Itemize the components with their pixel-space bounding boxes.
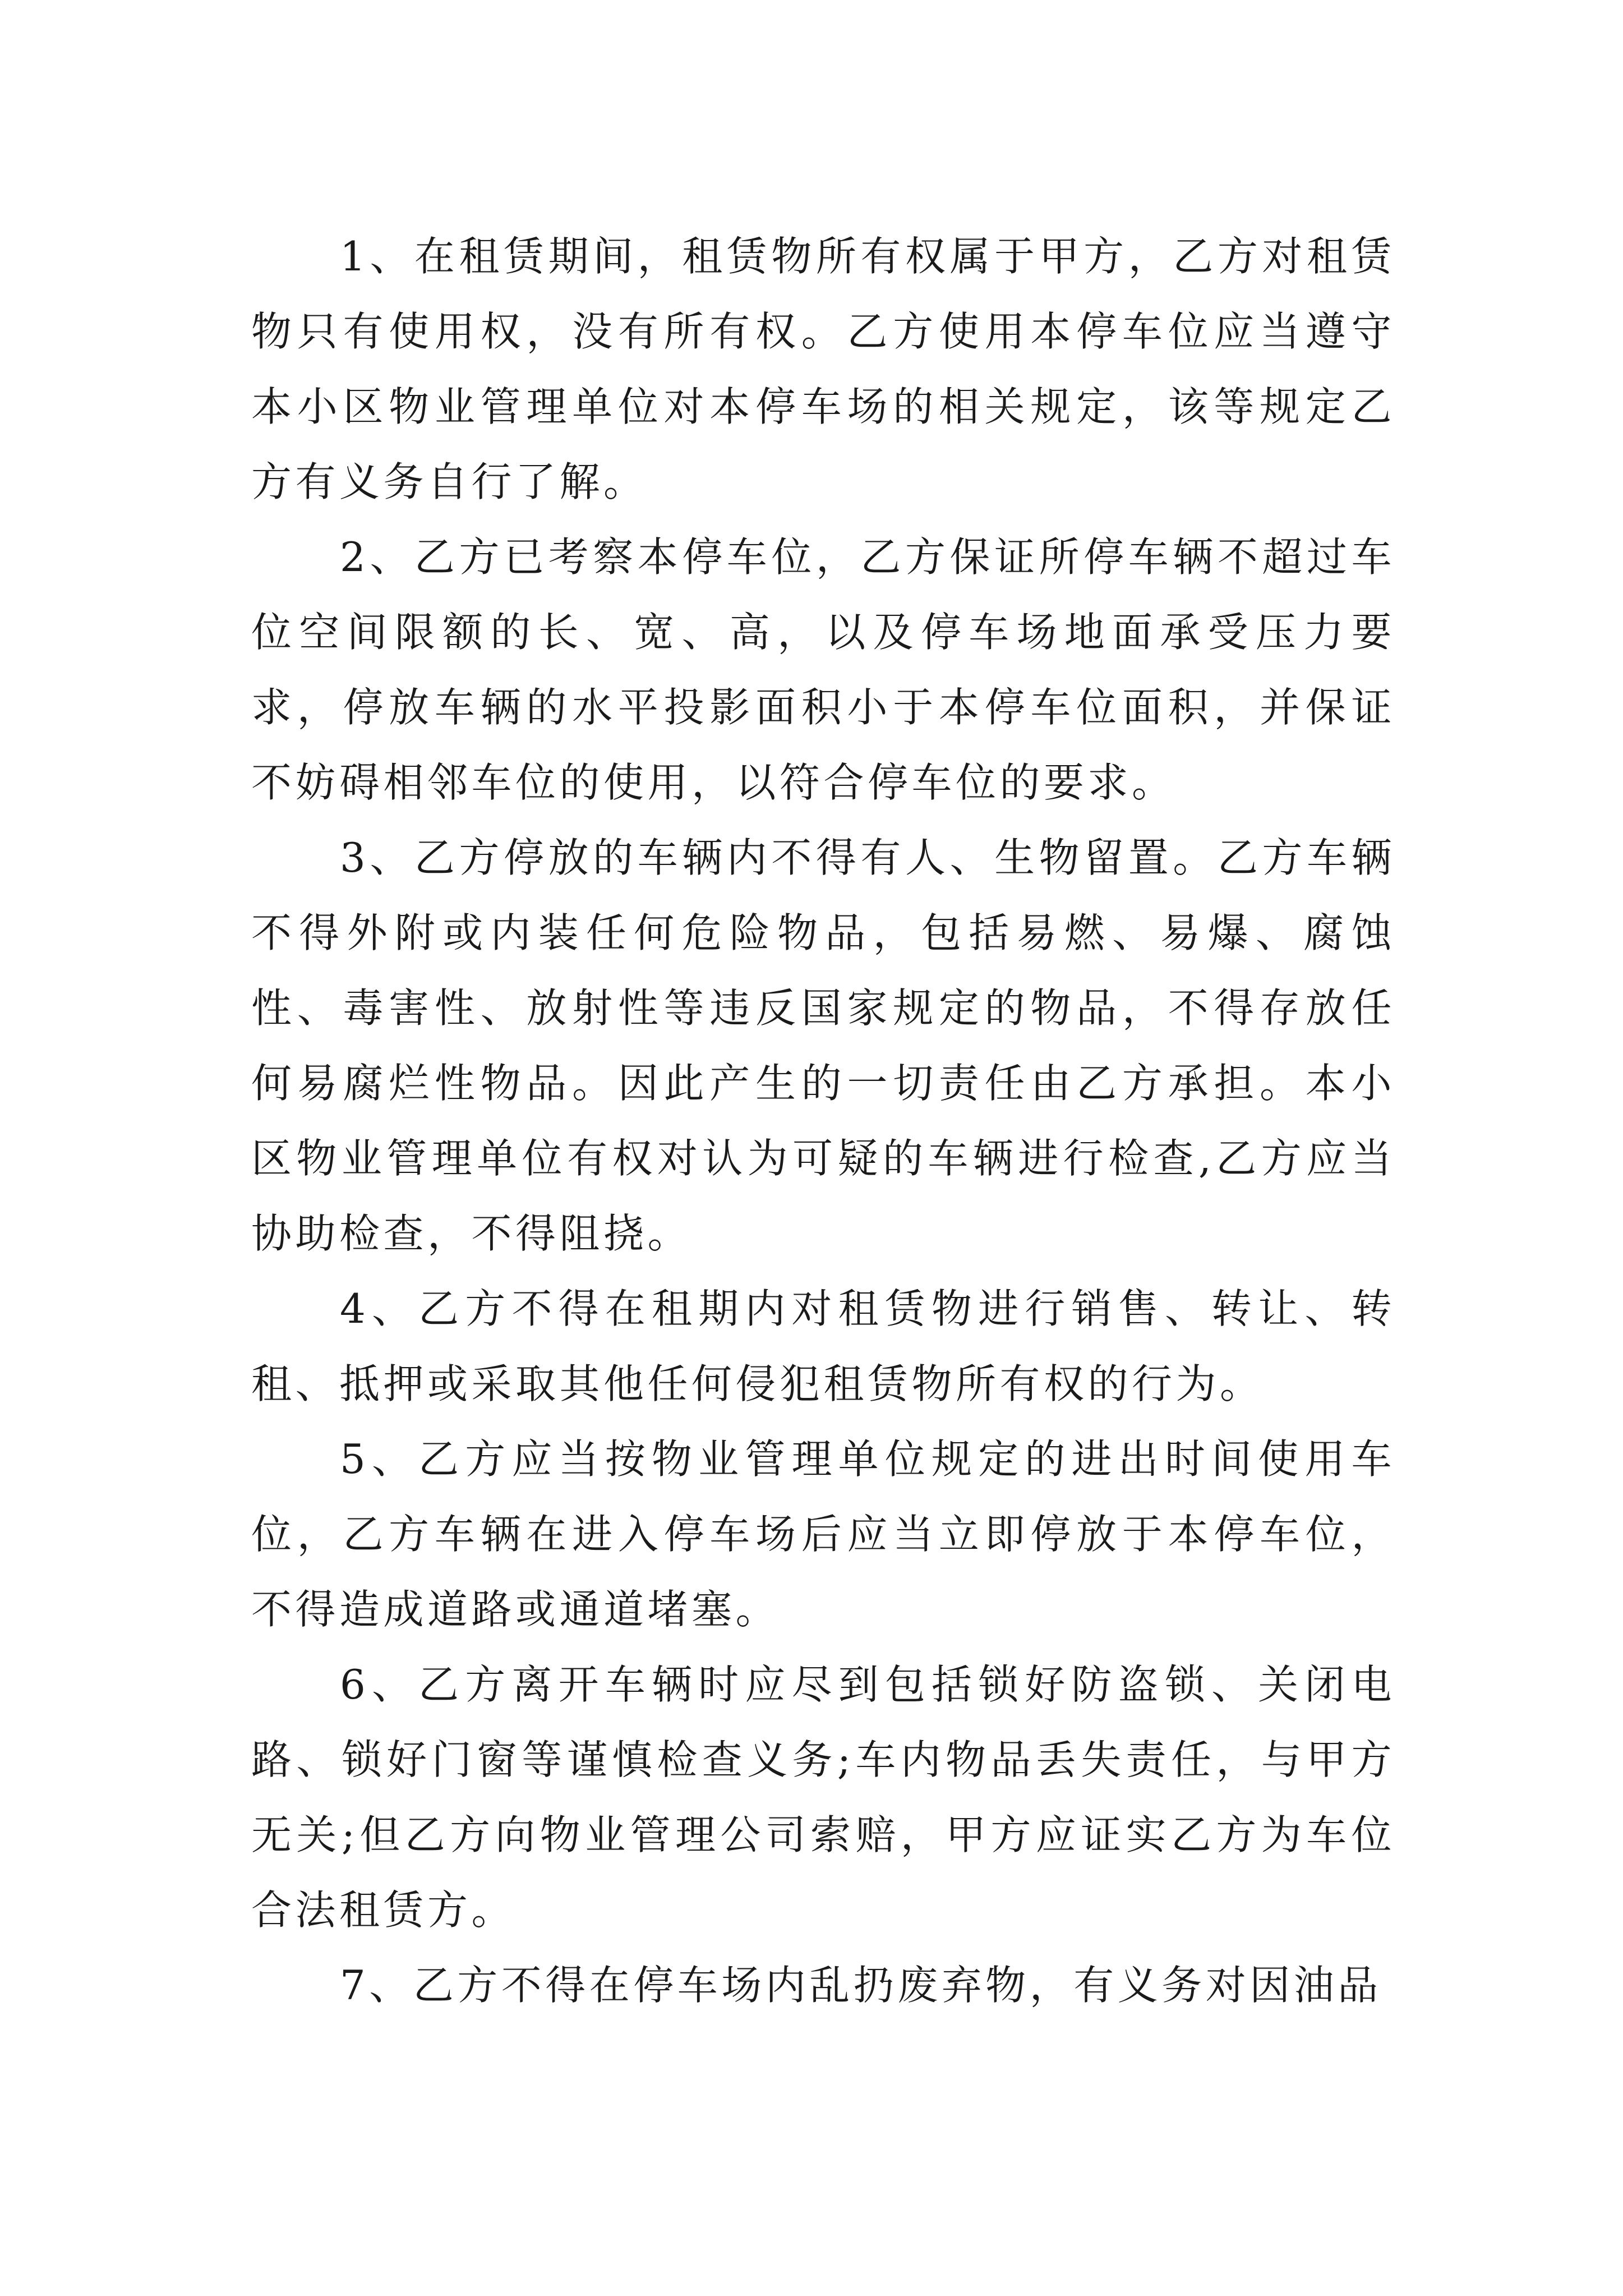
paragraph-7: 7、乙方不得在停车场内乱扔废弃物，有义务对因油品 xyxy=(340,1962,1382,2009)
paragraph-2: 2、乙方已考察本停车位，乙方保证所停车辆不超过车位空间限额的长、宽、高，以及停车场地面承受压力要求，停放车辆的水平投影面积小于本停车位面积，并保证不妨碍相邻车位的使用，以符合停车位的要求。 xyxy=(251,533,1395,806)
paragraph-5: 5、乙方应当按物业管理单位规定的进出时间使用车位，乙方车辆在进入停车场后应当立即停放于本停车位，不得造成道路或通道堵塞。 xyxy=(251,1435,1395,1633)
document-body xyxy=(251,219,1395,2023)
paragraph-4: 4、乙方不得在租期内对租赁物进行销售、转让、转租、抵押或采取其他任何侵犯租赁物所有权的行为。 xyxy=(251,1285,1395,1407)
paragraph-3: 3、乙方停放的车辆内不得有人、生物留置。乙方车辆不得外附或内装任何危险物品，包括易燃、易爆、腐蚀性、毒害性、放射性等违反国家规定的物品，不得存放任何易腐烂性物品。因此产生的一切责任由乙方承担。本小区物业管理单位有权对认为可疑的车辆进行检查,乙方应当协助检查，不得阻挠。 xyxy=(251,834,1395,1257)
paragraph-6: 6、乙方离开车辆时应尽到包括锁好防盗锁、关闭电路、锁好门窗等谨慎检查义务;车内物品丢失责任，与甲方无关;但乙方向物业管理公司索赔，甲方应证实乙方为车位合法租赁方。 xyxy=(251,1661,1395,1934)
paragraph-1: 1、在租赁期间，租赁物所有权属于甲方，乙方对租赁物只有使用权，没有所有权。乙方使用本停车位应当遵守本小区物业管理单位对本停车场的相关规定，该等规定乙方有义务自行了解。 xyxy=(251,233,1395,505)
